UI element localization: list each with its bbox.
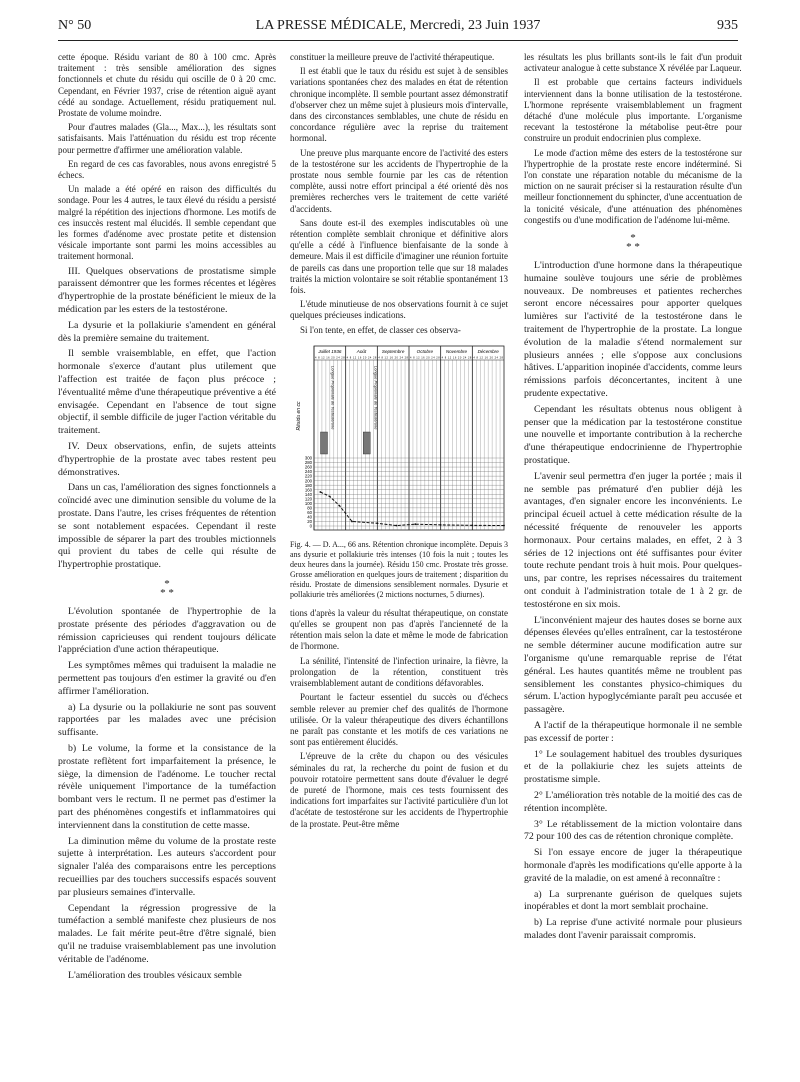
treatment-bar — [321, 432, 328, 454]
paragraph: Cependant la régression progressive de la tuméfaction a semblé manifeste chez plusieurs de nos malades. Le fait mérite peut-être d'être signalé, bien qu'il ne traduise vraisemblablement pas une involution véritable de l'adénome. — [58, 902, 276, 965]
month-label: Août — [356, 348, 367, 354]
residue-point — [319, 491, 321, 493]
paragraph: Les symptômes mêmes qui traduisent la maladie ne permettent pas toujours d'en estimer la gravité ou d'en affirmer l'amélioration. — [58, 660, 276, 697]
residue-point — [471, 524, 473, 526]
residue-series-line — [320, 492, 504, 526]
residue-point — [329, 496, 331, 498]
paragraph: constituer la meilleure preuve de l'activité thérapeutique. — [290, 52, 495, 62]
residue-point — [395, 525, 397, 527]
paragraph: IV. Deux observations, enfin, de sujets atteints d'hypertrophie de la prostate avec tabes restent peu démonstratives. — [58, 441, 276, 478]
paragraph: Si l'on essaye encore de juger la thérapeutique hormonale d'après les modifications qu'elle apporte à la gravité de la maladie, on est amené à reconnaître : — [524, 847, 742, 884]
section-separator: * * * — [160, 577, 174, 599]
y-tick-label: 40 — [307, 514, 312, 520]
paragraph: Sans doute est-il des exemples indiscutables où une rétention complète semblait chronique et définitive alors qu'elle a cédé à l'influence bienfaisante de la sonde à demeure. Mais il est difficile d'imaginer une réunion fortuite de pareils cas dans une proportion telle que sur 18 malades traités la miction volontaire se soit rétablie spontanément 13 fois. — [290, 217, 508, 296]
paragraph: L'avenir seul permettra d'en juger la portée ; mais il ne semble pas prématuré d'en publier déjà les avantages, d'en signaler encore les inconvénients. Le principal écueil actuel à cette médication résulte de la nécessité fréquente de renouveler les apports hormonaux. Pour certains malades, en effet, 2 à 3 séries de 12 injections ont été suffisantes pour éviter toute rechute pendant trois à huit mois. Pour quelques-uns, par contre, les reprises nécessaires du traitement ont conduit à l'administration totale de 1 à 2 gr. de testostérone en six mois. — [524, 470, 742, 610]
page-number: 935 — [717, 18, 738, 33]
y-tick-label: 80 — [307, 505, 312, 511]
section-body — [524, 260, 742, 943]
journal-name: LA PRESSE MÉDICALE, — [255, 18, 407, 33]
day-tick-row: 4 8 12 16 20 24 28 — [315, 356, 345, 360]
month-label: Décembre — [477, 348, 499, 354]
paragraph: a) La dysurie ou la pollakiurie ne sont pas souvent rapportées par les malades avec une précision suffisante. — [58, 701, 276, 739]
y-tick-label: 180 — [304, 482, 312, 488]
journal-title — [58, 18, 738, 34]
column-1 — [58, 52, 276, 985]
day-tick-row: 4 8 12 16 20 24 28 — [473, 356, 503, 360]
y-tick-label: 0 — [309, 523, 312, 529]
y-tick-label: 60 — [307, 509, 312, 515]
paragraph: Si l'on tente, en effet, de classer ces observa- — [300, 324, 461, 335]
paragraph: La dysurie et la pollakiurie s'amendent en général dès la première semaine du traitement. — [58, 319, 276, 344]
y-tick-label: 100 — [304, 500, 312, 506]
paragraph: L'amélioration des troubles vésicaux semble — [68, 969, 242, 981]
paragraph: L'épreuve de la crête du chapon ou des vésicules séminales du rat, la recherche du point de fusion et du pouvoir rotatoire permettent sans doute d'évaluer le degré de pureté de l'hormone, mais ces tests fournissent des indications fort imparfaites sur l'activité particulière d'un lot d'acétate de testostérone sur les accidents de l'hypertrophie de la prostate. Peut-être même — [290, 751, 508, 829]
paragraph: 2° L'amélioration très notable de la moitié des cas de rétention incomplète. — [524, 789, 742, 814]
paragraph: Dans un cas, l'amélioration des signes fonctionnels a coïncidé avec une diminution sensible du volume de la prostate. Dans l'autre, les crises fréquentes de rétention se sont notablement espacées. Cependant il reste impossible de séparer la part des troubles mictionnels qui provient du tabes de celle qui résulte de l'hypertrophie prostatique. — [58, 482, 276, 571]
paragraph: b) La reprise d'une activité normale pour plusieurs malades dont l'avenir paraissait compromis. — [524, 917, 742, 941]
y-tick-label: 200 — [304, 478, 312, 484]
figure-caption: Fig. 4. — D. A..., 66 ans. Rétention chronique incomplète. Depuis 3 ans dysurie et pollakiurie très intenses (10 fois la nuit ; toutes les deux heures dans la journée). Résidu 150 cmc. Prostate très grosse. Grosse amélioration en quelques jours de traitement ; disparition du résidu. Prostate de dimensions sensiblement normales. Dysurie et pollakiurie très améliorées (2 mictions nocturnes, 5 diurnes). — [290, 539, 508, 599]
treatment-annotation: Longue Propionate de Testostérone — [373, 365, 379, 430]
residue-chart — [290, 344, 508, 534]
section-separator: * * * — [626, 232, 640, 254]
paragraph: En regard de ces cas favorables, nous avons enregistré 5 échecs. — [58, 158, 276, 181]
y-tick-label: 240 — [304, 469, 312, 475]
paragraph: les résultats les plus brillants sont-ils le fait d'un produit activateur analogue à cette substance X révélée par Laqueur. — [524, 52, 742, 74]
paragraph: Le mode d'action même des esters de la testostérone sur l'hypertrophie de la prostate reste encore indéterminé. Si l'on constate une réparation notable du mécanisme de la miction on ne saurait préciser si la restauration résulte d'un meilleur fonctionnement du sphincter, d'une accentuation de la tonicité vésicale, d'une atténuation des phénomènes congestifs ou d'une modification de l'adénome lui-même. — [524, 147, 742, 225]
paragraph: cette époque. Résidu variant de 80 à 100 cmc. Après traitement : très sensible amélioration des signes fonctionnels et chute du résidu qui oscille de 0 à 20 cmc. Cependant, en Février 1937, crise de rétention aiguë ayant cédé au sondage. Actuellement, résidu pratiquement nul. Prostate de volume moindre. — [58, 52, 276, 119]
residue-point — [503, 525, 505, 527]
paragraph: Pourtant le facteur essentiel du succès ou d'échecs semble relever au premier chef des qualités de l'hormone utilisée. Or la valeur thérapeutique des divers échantillons ne paraît pas constante et les motifs de ces variations ne sont pas entièrement élucidés. — [290, 692, 508, 748]
residue-point — [338, 505, 340, 507]
treatment-annotation: Longue Propionate de Testostérone — [330, 365, 336, 430]
y-axis-label: Résidu en cc — [296, 401, 302, 431]
paragraph: L'évolution spontanée de l'hypertrophie de la prostate présente des périodes d'aggravation ou de rémission capricieuses qui rendent toujours délicate l'appréciation d'une action thérapeutique. — [58, 605, 276, 656]
column-2 — [290, 52, 508, 833]
treatment-bar — [363, 432, 370, 454]
paragraph: Un malade a été opéré en raison des difficultés du sondage. Pour les 4 autres, le taux élevé du résidu a persisté malgré la répétition des injections d'hormone. Les motifs de ces insuccès restent mal élucidés. Il semble cependant que les formes d'adénome avec prostate petite et distension vésicale importante sont parmi les moins accessibles au traitement hormonal. — [58, 184, 276, 262]
day-tick-row: 4 8 12 16 20 24 28 — [346, 356, 377, 360]
paragraph: L'inconvénient majeur des hautes doses se borne aux dépenses élevées qu'elles entraînent, car la testostérone ne semble déterminer aucune modification autre sur l'organisme qu'une remarquable reprise de l'état général. Les hautes quantités même ne troublent pas sensiblement les constantes physico-chimiques du sérum. L'action hypoglycémiante paraît peu accusée et passagère. — [524, 614, 742, 716]
paragraph: Il semble vraisemblable, en effet, que l'action hormonale s'exerce d'autant plus utilement que l'affection est traitée de façon plus précoce ; l'éventualité même d'une thérapeutique préventive a été envisagée. Cependant en l'absence de tout signe objectif, il semble difficile de juger l'action véritable du traitement. — [58, 348, 276, 437]
paragraph: A l'actif de la thérapeutique hormonale il ne semble pas excessif de porter : — [524, 719, 742, 744]
paragraph: La sénilité, l'intensité de l'infection urinaire, la fièvre, la prolongation de la rétention, constituent très vraisemblablement autant de conditions défavorables. — [290, 655, 508, 689]
y-tick-label: 160 — [304, 487, 312, 493]
issue-date: Mercredi, 23 Juin 1937 — [409, 18, 541, 33]
paragraph: Il est probable que certains facteurs individuels interviennent dans la bonne utilisation de la testostérone. L'hormone représente vraisemblablement un fragment détaché d'une molécule plus importante. L'organisme recevant la testostérone la métabolise peut-être pour construire un produit endocrinien plus complexe. — [524, 77, 742, 144]
issue-number: N° 50 — [58, 18, 92, 33]
paragraph: 1° Le soulagement habituel des troubles dysuriques et de la pollakiurie chez les sujets atteints de prostatisme simple. — [524, 748, 742, 786]
paragraph: III. Quelques observations de prostatisme simple paraissent démontrer que les formes récentes et légères d'hypertrophie de la prostate bénéficient le mieux de la médication par les esters de la testostérone. — [58, 265, 276, 316]
y-tick-label: 260 — [304, 464, 312, 470]
paragraph: a) La surprenante guérison de quelques sujets inopérables et dont la mort semblait prochaine. — [524, 888, 742, 913]
paragraph: Pour d'autres malades (Gla..., Max...), les résultats sont satisfaisants. Mais l'atténuation du résidu est trop récente pour permettre d'affirmer une amélioration valable. — [58, 122, 276, 155]
month-label: Juillet 1936 — [318, 348, 342, 354]
y-tick-label: 280 — [304, 460, 312, 466]
y-tick-label: 220 — [304, 473, 312, 479]
day-tick-row: 4 8 12 16 20 24 28 — [410, 356, 440, 360]
paragraph: Cependant les résultats obtenus nous obligent à penser que la médication par la testostérone constitue une nouvelle et importante contribution à la recherche d'une thérapeutique endocrinienne de l'hypertrophie prostatique. — [524, 403, 742, 466]
section-body — [58, 266, 276, 983]
paragraph: Une preuve plus marquante encore de l'activité des esters de la testostérone sur les accidents de l'hypertrophie de la prostate nous semble fournie par les cas de rétention complète, aussi notre effort principal a été orienté dès nos premières recherches vers le traitement de cette variété d'accidents. — [290, 147, 508, 214]
y-tick-label: 120 — [304, 496, 312, 502]
day-tick-row: 4 8 12 16 20 24 28 — [441, 356, 472, 360]
paragraph: L'introduction d'une hormone dans la thérapeutique humaine soulève toujours une série de problèmes nouveaux. De nombreuses et patientes recherches seront encore nécessaires pour apporter quelques lumières sur l'activité de la testostérone dans le traitement de l'hypertrophie de la prostate. La longue évolution de la maladie s'étend normalement sur plusieurs années ; elle s'oppose aux conclusions hâtives. L'apparition inopinée d'accidents, comme leurs rémissions parfois déconcertantes, incitent à une prudente expectative. — [524, 260, 742, 400]
month-label: Septembre — [381, 348, 405, 354]
paragraph: L'étude minutieuse de nos observations fournit à ce sujet quelques précieuses indications. — [290, 299, 508, 321]
column-3 — [524, 52, 742, 946]
residue-point — [376, 522, 378, 524]
paragraph: La diminution même du volume de la prostate reste sujette à interprétation. Les auteurs s'accordent pour signaler l'aléa des comparaisons entre les perceptions recueillies par des touchers successifs espacés souvent par plusieurs semaines d'intervalle. — [58, 835, 276, 898]
page-header — [58, 18, 738, 41]
paragraph: Il est établi que le taux du résidu est sujet à de sensibles variations spontanées chez des malades en état de rétention chronique incomplète. Il semble pourtant assez démonstratif d'observer chez un même sujet à plusieurs mois d'intervalle, dans des circonstances semblables, une chute de résidu en concordance régulière avec la reprise du traitement hormonal. — [290, 66, 508, 144]
residue-point — [414, 523, 416, 525]
paragraph: 3° Le rétablissement de la miction volontaire dans 72 pour 100 des cas de rétention chronique complète. — [524, 818, 742, 843]
day-tick-row: 4 8 12 16 20 24 28 — [378, 356, 408, 360]
month-label: Octobre — [416, 348, 434, 354]
y-tick-label: 300 — [304, 455, 312, 461]
residue-point — [351, 520, 353, 522]
paragraph: tions d'après la valeur du résultat thérapeutique, on constate qu'elles se groupent non pas d'après l'ancienneté de la rétention mais selon la date et même le mode de fabrication de l'hormone. — [290, 607, 508, 652]
month-label: Novembre — [445, 348, 468, 354]
y-tick-label: 20 — [307, 518, 312, 524]
residue-point — [440, 524, 442, 526]
y-tick-label: 140 — [304, 491, 312, 497]
paragraph: b) Le volume, la forme et la consistance de la prostate reflètent fort imparfaitement la présence, le siège, la dimension de l'adénome. Le toucher rectal révèle uniquement l'importance de la tuméfaction bombant vers le rectum. Il ne permet pas d'estimer la part des phénomènes congestifs et inflammatoires qui interviennent dans la constitution de cette masse. — [58, 742, 276, 831]
